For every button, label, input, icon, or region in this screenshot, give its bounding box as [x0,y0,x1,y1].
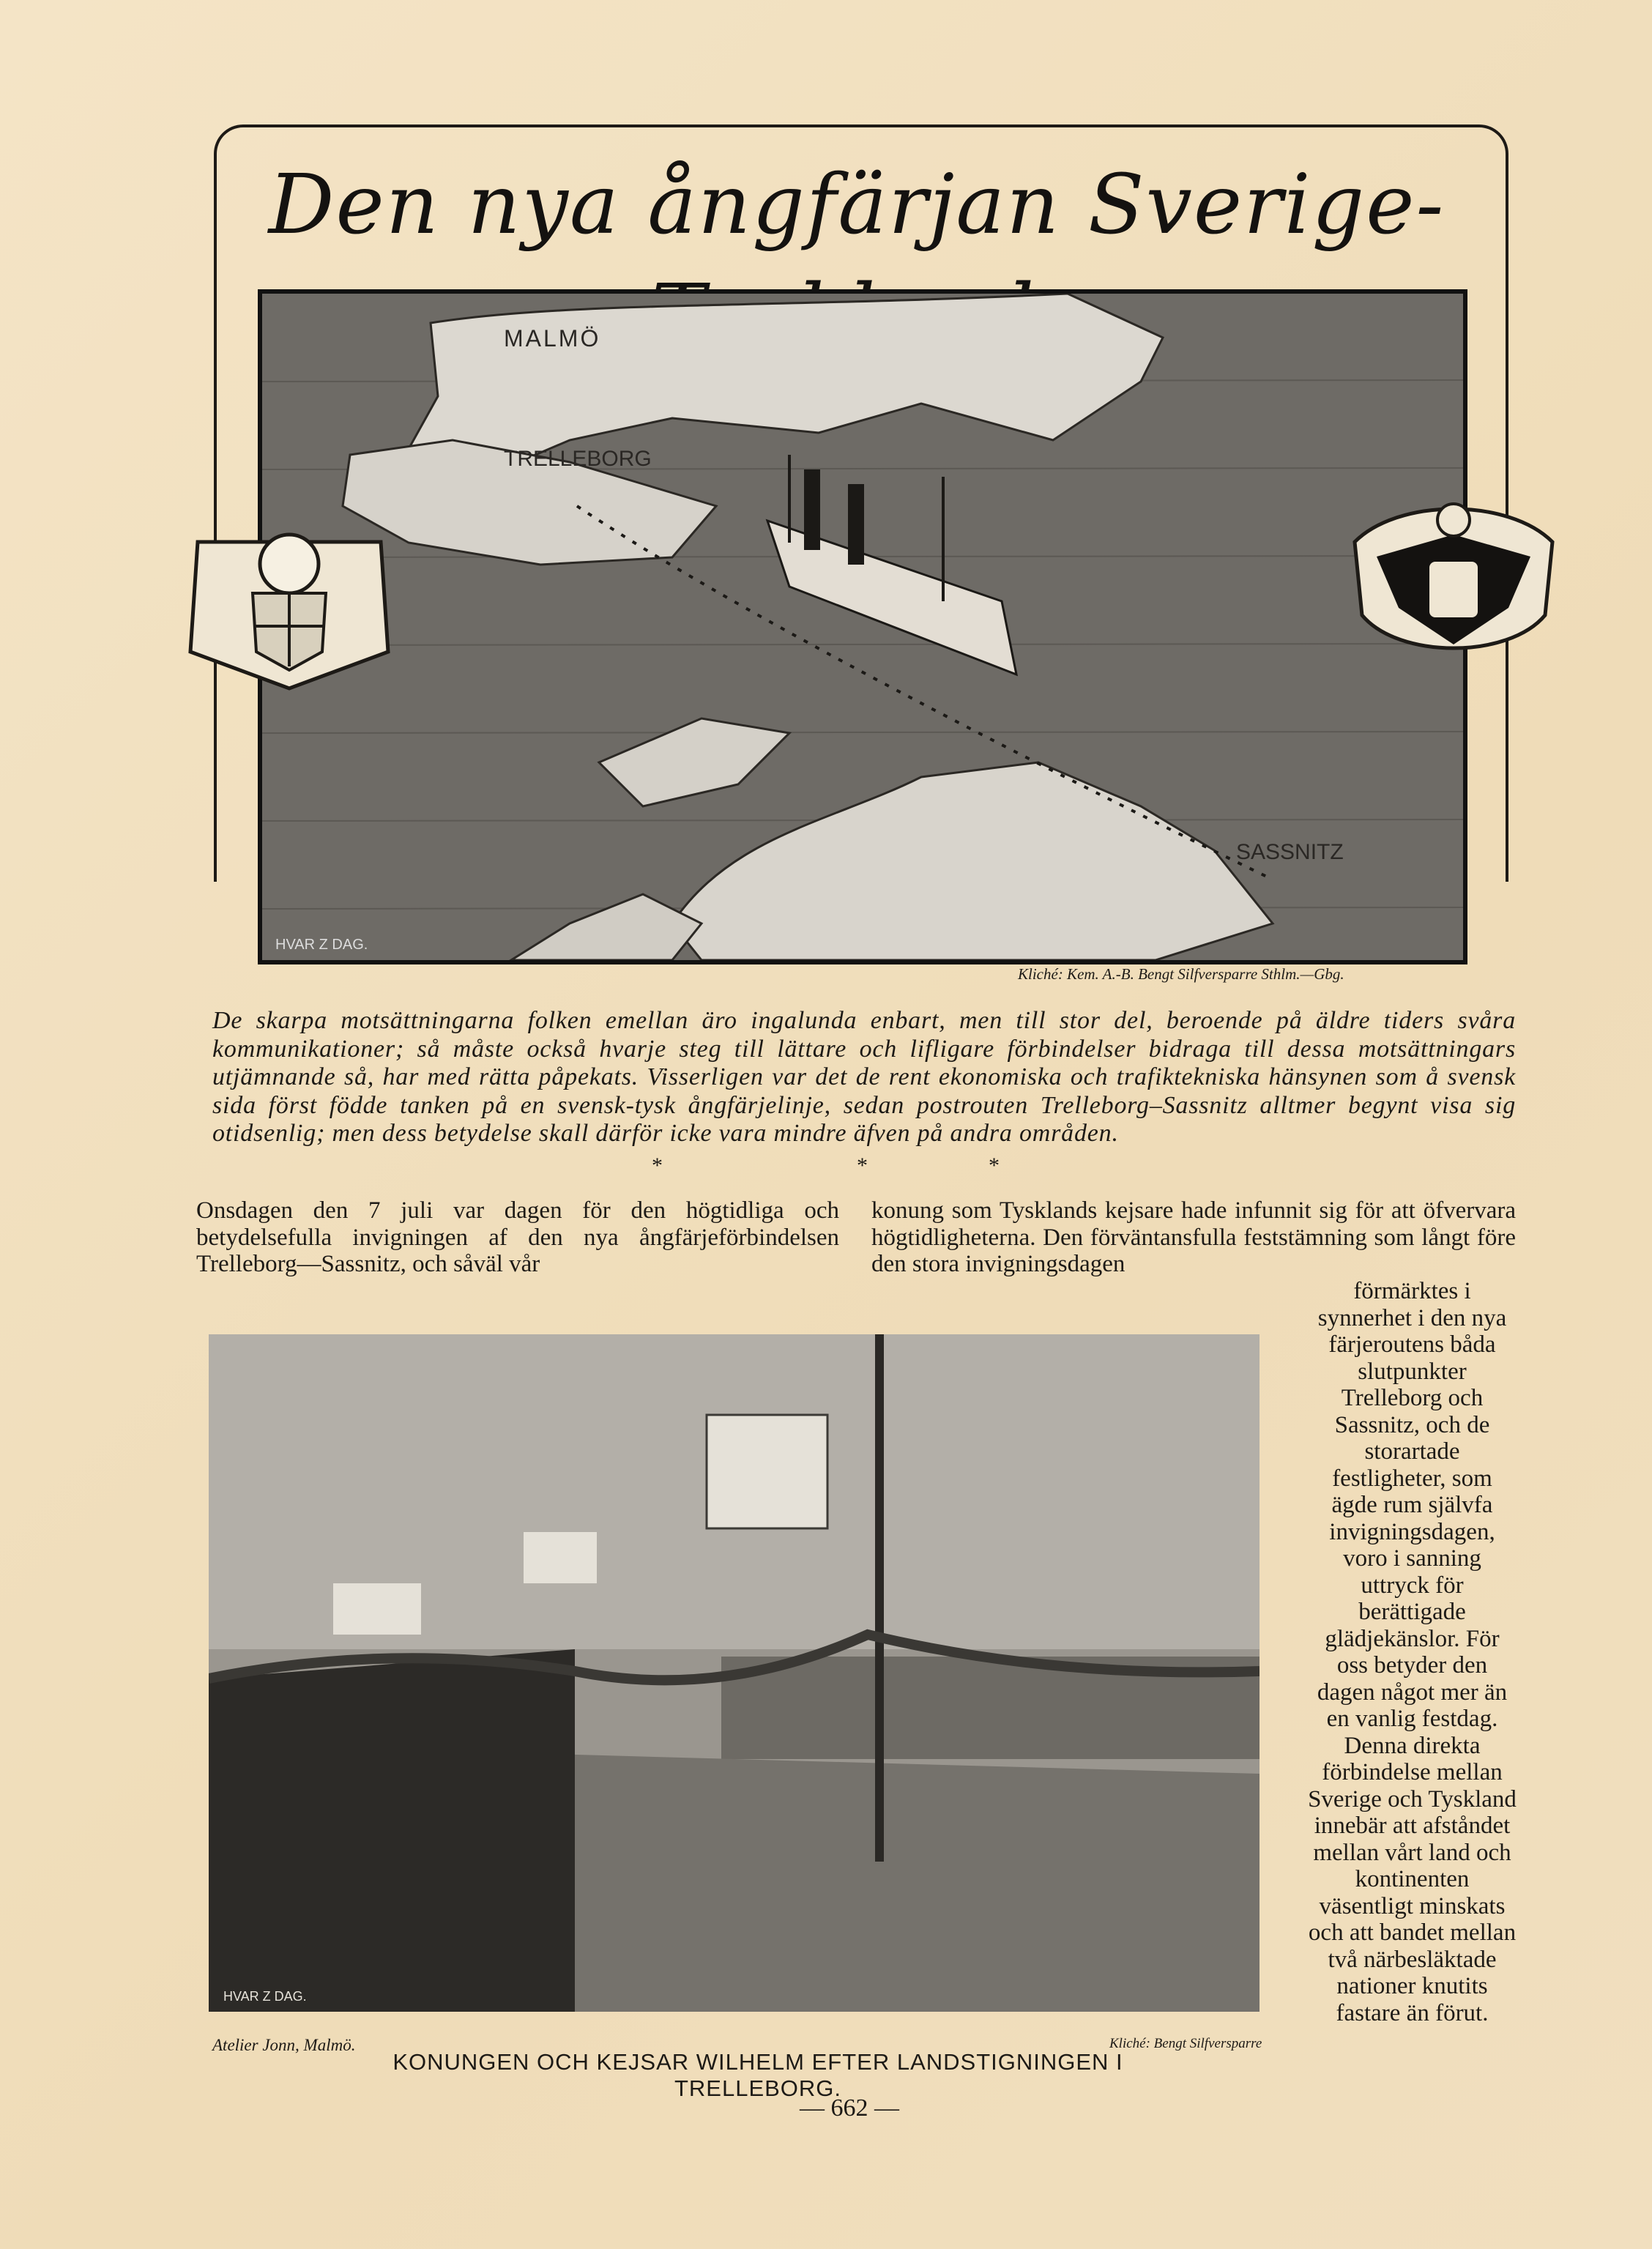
page-number: — 662 — [800,2094,899,2122]
page-title: Den nya ångfärjan Sverige- [268,157,1446,253]
separator-star: * [652,1153,663,1178]
map-illustration [258,289,1467,964]
ceremony-photograph [209,1334,1260,2012]
german-imperial-eagle-icon [1340,491,1567,674]
map-artist-mark: HVAR Z DAG. [275,937,368,953]
article-column-left: Onsdagen den 7 juli var dagen för den högtidliga och betydelsefulla invigningen af den nya ångfärjeförbindelsen Trelleborg—Sassnitz, och såväl vår [196,1197,839,1277]
intro-paragraph: De skarpa motsättningarna folken emellan äro ingalunda enbart, men till stor del, beroende på äldre tiders svåra kommunikationer; så måste också hvarje steg till lättare och lifligare förbindelser bidraga till dessa motsättningars utjämnande så, har med rätta påpekats. Visserligen var det de rent ekonomiska och trafiktekniska hänsynen som å svensk sida först födde tanken på en svensk-tysk ångfärjelinje, sedan postrouten Trelleborg–Sassnitz alltmer begynt visa sig otidsenlig; men dess betydelse skall därför icke vara mindre äfven på andra områden. [212,1007,1516,1147]
photo-credit-studio: Atelier Jonn, Malmö. [212,2036,356,2054]
map-label-trelleborg: TRELLEBORG [504,447,652,471]
top-image-credit: Kliché: Kem. A.-B. Bengt Silfversparre Sthlm.—Gbg. [1018,965,1344,983]
article-column-right-top: konung som Tysklands kejsare hade infunnit sig för att öfvervara högtidligheterna. Den förväntansfulla feststämning som långt före den stora invigningsdagen [871,1197,1516,1277]
photo-caption: KONUNGEN OCH KEJSAR WILHELM EFTER LANDSTIGNINGEN I TRELLEBORG. [392,2049,1123,2101]
photo-artist-mark: HVAR Z DAG. [223,1989,307,2004]
separator-star: * [857,1153,868,1178]
article-column-right-narrow: förmärktes i synnerhet i den nya färjeroutens båda slutpunkter Trelleborg och Sassnitz, och de storartade festligheter, som ägde rum självfa invigningsdagen, voro i sanning uttryck för berättigade glädjekänslor. För oss betyder den dagen något mer än en vanlig festdag. Denna direkta förbindelse mellan Sverige och Tyskland innebär att afståndet mellan vårt land och kontinenten väsentligt minskats och att bandet mellan två närbesläktade nationer knutits fastare än förut. [1308,1278,1517,2026]
photo-credit-cliche: Kliché: Bengt Silfversparre [1109,2036,1262,2051]
map-label-sassnitz: SASSNITZ [1236,840,1344,864]
swedish-coat-of-arms-icon [176,513,403,696]
separator-star: * [989,1153,1000,1178]
map-label-malmo: MALMÖ [504,325,601,352]
